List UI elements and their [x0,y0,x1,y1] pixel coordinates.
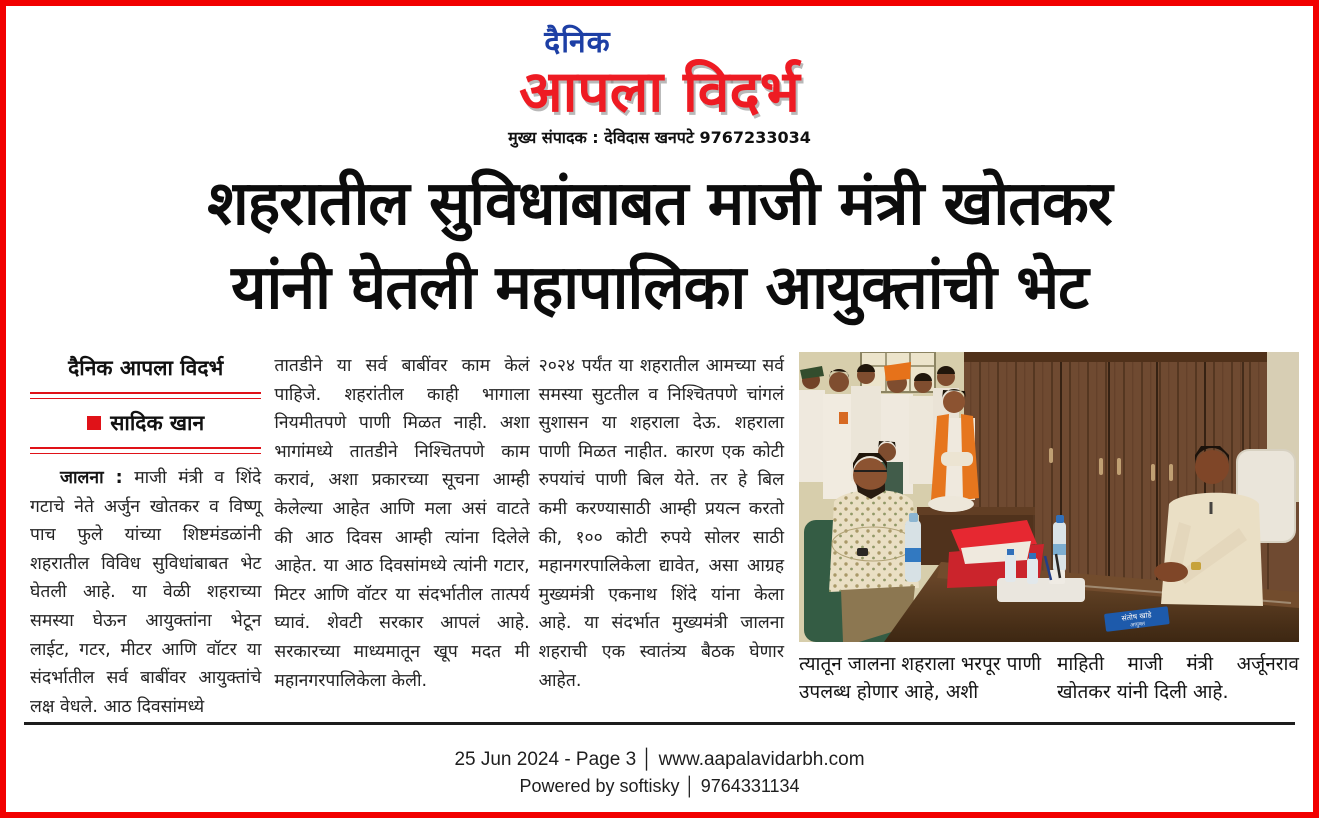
body-text-1: माजी मंत्री व शिंदे गटाचे नेते अर्जुन खोतकर व विष्णू पाच फुले यांच्या शिष्टमंडळांनी शहरातील विविध सुविधांबाबत भेट घेतली आहे. या वेळी शहराच्या समस्या घेऊन आयुक्तांना भेटून लाईट, गटर, मीटर आणि वॉटर या संदर्भातील सर्व बाबींवर आयुक्तांचे लक्ष वेधले. आठ दिवसांमध्ये [30,468,262,717]
masthead-title: आपला विदर्भ [519,59,800,125]
column-brand-header: दैनिक आपला विदर्भ [68,356,224,380]
body-paragraph-3: २०२४ पर्यंत या शहरातील आमच्या सर्व समस्या सुटतील व निश्चितपणे चांगलं सुशासन या शहराला देऊ. शहराला पाणी मिळत नाहीत. कारण एक कोटी रुपयांचं पाणी बिल येते. तर हे बिल कमी करण्यासाठी आम्ही प्रयत्न करतो की, १०० कोटी रुपये सोलर साठी महानगरपालिकेला द्यावेत, असा आग्रह मुख्यमंत्री एकनाथ शिंदे यांना केला आहे. या संदर्भात मुख्यमंत्री जालना शहराची एक स्वातंत्र्य बैठक घेणार आहेत. [538,356,784,691]
photo-column [799,352,1299,721]
news-photo-illustration [799,352,1299,642]
body-paragraph-2: तातडीने या सर्व बाबींवर काम केलं पाहिजे. शहरांतील काही भागाला नियमीतपणे पाणी मिळत नाही. अशा भागांमध्ये तातडीने निश्चितपणे काम करावं, अशा प्रकारच्या सूचना आम्ही केलेल्या आहेत आणि मला असं वाटते की आठ दिवस आम्ही त्यांना दिलेले आहेत. या आठ दिवसांमध्ये त्यांनी गटार, मिटर आणि वॉटर या संदर्भातील तात्पर्य घ्यावं. शेवटी सरकार आपलं आहे. सरकारच्या माध्यमातून खूप मदत मी महानगरपालिकेला केली. [274,356,530,691]
footer [6,746,1313,799]
dateline: जालना : [60,468,123,488]
footer-powered-by: Powered by softisky │ 9764331134 [519,776,800,796]
masthead [6,20,1313,148]
column-2 [274,352,529,721]
photo-tint-overlay [799,352,1299,642]
caption-right: माहिती माजी मंत्री अर्जूनराव खोतकर यांनी दिली आहे. [1057,653,1299,703]
main-headline [6,162,1313,330]
column-1 [30,352,261,721]
nameplate-name: संतोष खांडे [1121,610,1153,623]
column-3 [539,352,784,721]
masthead-tagline: दैनिक [544,25,611,60]
photo-caption [799,650,1299,706]
byline [30,399,261,447]
red-rule-bottom [30,447,261,454]
footer-date-page-url: 25 Jun 2024 - Page 3 │ www.aapalavidarbh.com [454,749,865,770]
headline-line-1: शहरातील सुविधांबाबत माजी मंत्री खोतकर [207,168,1112,239]
news-photo [799,352,1299,642]
article-body [30,352,1299,721]
nameplate-title: आयुक्त [1129,621,1146,629]
footer-divider [24,722,1295,725]
caption-left: त्यातून जालना शहराला भरपूर पाणी उपलब्ध होणार आहे, अशी [799,653,1041,703]
red-rule-top [30,392,261,399]
byline-name: सादिक खान [110,411,205,435]
body-paragraph-1 [30,464,261,721]
byline-bullet-icon [87,416,101,430]
editor-line: मुख्य संपादक : देविदास खनपटे 9767233034 [508,128,811,147]
headline-line-2: यांनी घेतली महापालिका आयुक्तांची भेट [231,252,1088,323]
